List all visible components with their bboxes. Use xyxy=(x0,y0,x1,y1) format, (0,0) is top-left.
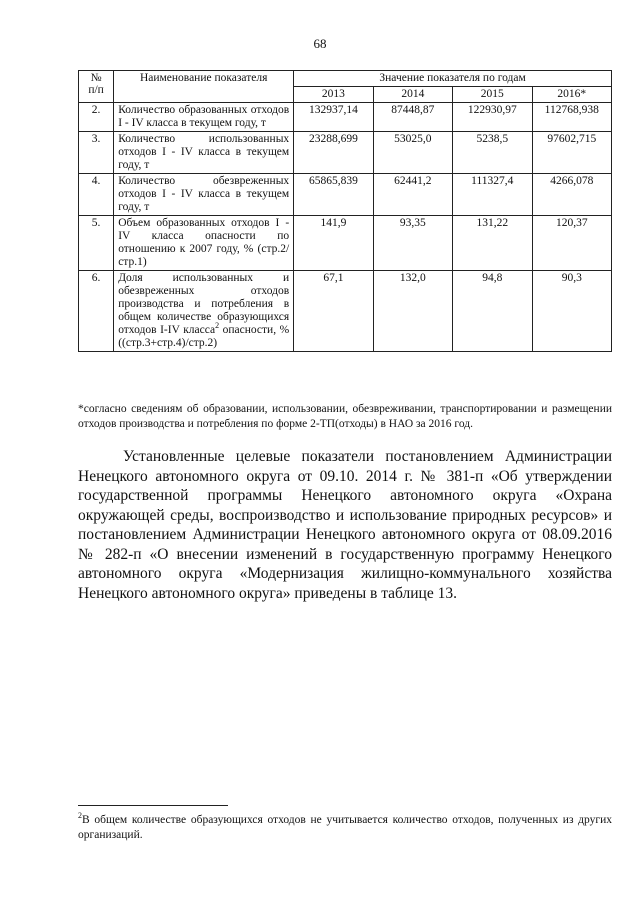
header-values-by-year: Значение показателя по годам xyxy=(294,71,612,87)
value-cell: 94,8 xyxy=(453,271,532,352)
row-number: 5. xyxy=(79,216,114,271)
value-cell: 65865,839 xyxy=(294,174,373,216)
indicator-name: Объем образованных отходов I - IV класса опасности по отношению к 2007 году, % (стр.2/стр.1) xyxy=(114,216,294,271)
value-cell: 132,0 xyxy=(373,271,452,352)
page-footnote xyxy=(78,813,612,843)
table-footnote: *согласно сведениям об образовании, использовании, обезвреживании, транспортировании и размещении отходов производства и потребления по форме 2-ТП(отходы) в НАО за 2016 год. xyxy=(78,403,612,430)
header-year: 2013 xyxy=(294,87,373,103)
value-cell: 62441,2 xyxy=(373,174,452,216)
value-cell: 97602,715 xyxy=(532,132,612,174)
value-cell: 132937,14 xyxy=(294,103,373,132)
value-cell: 67,1 xyxy=(294,271,373,352)
indicator-name-text-end: опасности, % ((стр.3+стр.4)/стр.2) xyxy=(118,324,290,349)
value-cell: 120,37 xyxy=(532,216,612,271)
table-row xyxy=(79,103,612,132)
value-cell: 93,35 xyxy=(373,216,452,271)
indicator-name: Количество обезвреженных отходов I - IV класса в текущем году, т xyxy=(114,174,294,216)
table-row xyxy=(79,132,612,174)
value-cell: 23288,699 xyxy=(294,132,373,174)
row-number: 6. xyxy=(79,271,114,352)
indicator-name xyxy=(114,271,294,352)
indicator-name: Количество использованных отходов I - IV класса в текущем году, т xyxy=(114,132,294,174)
table-header-row xyxy=(79,71,612,87)
page-number: 68 xyxy=(313,36,327,51)
table-row xyxy=(79,216,612,271)
value-cell: 4266,078 xyxy=(532,174,612,216)
value-cell: 112768,938 xyxy=(532,103,612,132)
value-cell: 87448,87 xyxy=(373,103,452,132)
header-row-number: № п/п xyxy=(79,71,114,103)
indicator-name-text: Доля использованных и обезвреженных отходов производства и потребления в общем количестве образующихся отходов I-IV класса xyxy=(118,272,290,336)
row-number: 4. xyxy=(79,174,114,216)
footnote-mark: 2 xyxy=(78,811,82,821)
header-year: 2016* xyxy=(532,87,612,103)
body-paragraph: Установленные целевые показатели постановлением Администрации Ненецкого автономного округа от 09.10. 2014 г. № 381-п «Об утверждении государственной программы Ненецкого автономного округа «Охрана окружающей среды, воспроизводство и использование природных ресурсов» и постановлением Администрации Ненецкого автономного округа от 08.09.2016 № 282-п «О внесении изменений в государственную программу Ненецкого автономного округа «Модернизация жилищно-коммунального хозяйства Ненецкого автономного округа» приведены в таблице 13. xyxy=(78,448,612,602)
value-cell: 122930,97 xyxy=(453,103,532,132)
value-cell: 141,9 xyxy=(294,216,373,271)
indicator-name: Количество образованных отходов I - IV класса в текущем году, т xyxy=(114,103,294,132)
value-cell: 5238,5 xyxy=(453,132,532,174)
value-cell: 131,22 xyxy=(453,216,532,271)
header-year: 2014 xyxy=(373,87,452,103)
row-number: 2. xyxy=(79,103,114,132)
value-cell: 53025,0 xyxy=(373,132,452,174)
row-number: 3. xyxy=(79,132,114,174)
indicators-table xyxy=(78,70,612,352)
header-indicator-name: Наименование показателя xyxy=(114,71,294,103)
header-year: 2015 xyxy=(453,87,532,103)
table-row xyxy=(79,271,612,352)
table-row xyxy=(79,174,612,216)
footnote-text: В общем количестве образующихся отходов не учитывается количество отходов, полученных из других организаций. xyxy=(78,814,612,841)
footnote-divider xyxy=(78,805,228,806)
footnote-reference: 2 xyxy=(215,321,220,331)
value-cell: 90,3 xyxy=(532,271,612,352)
value-cell: 111327,4 xyxy=(453,174,532,216)
